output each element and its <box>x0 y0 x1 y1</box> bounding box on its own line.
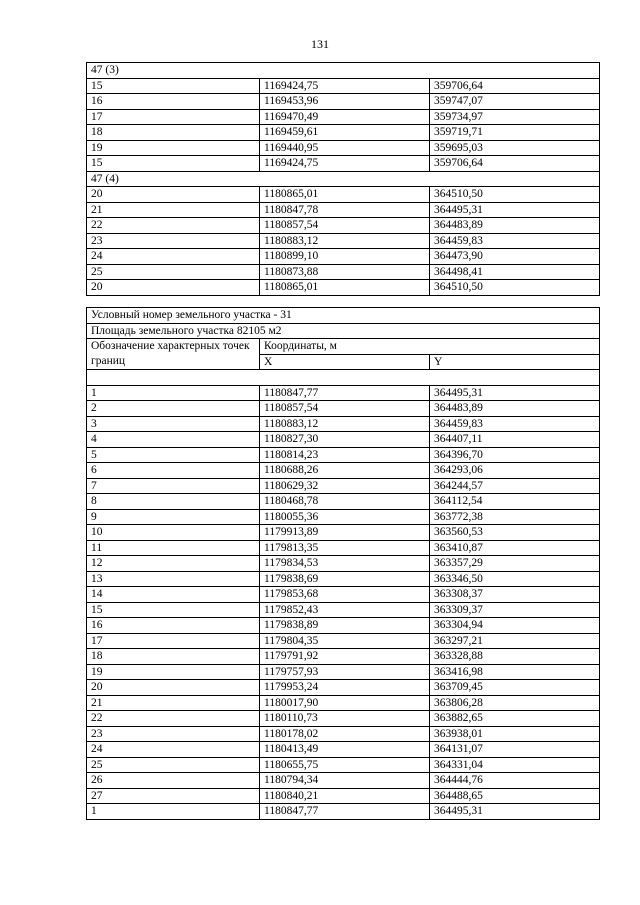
x-header: X <box>260 354 430 370</box>
table-row <box>87 726 600 742</box>
points-header: Обозначение характерных точек границ <box>87 339 260 370</box>
point-number-cell: 1 <box>87 385 260 401</box>
empty-cell <box>87 370 600 386</box>
group-title: 47 (4) <box>87 171 600 187</box>
x-coordinate-cell: 1169424,75 <box>260 156 430 172</box>
point-number-cell: 16 <box>87 618 260 634</box>
point-number-cell: 18 <box>87 649 260 665</box>
y-coordinate-cell: 364510,50 <box>430 280 600 296</box>
point-number-cell: 15 <box>87 78 260 94</box>
table-row <box>87 757 600 773</box>
y-coordinate-cell: 364510,50 <box>430 187 600 203</box>
table-row <box>87 447 600 463</box>
table-row <box>87 385 600 401</box>
group-title: 47 (3) <box>87 63 600 79</box>
x-coordinate-cell: 1180688,26 <box>260 463 430 479</box>
table-row <box>87 94 600 110</box>
x-coordinate-cell: 1180865,01 <box>260 187 430 203</box>
point-number-cell: 20 <box>87 187 260 203</box>
y-coordinate-cell: 363560,53 <box>430 525 600 541</box>
point-number-cell: 20 <box>87 680 260 696</box>
y-coordinate-cell: 363882,65 <box>430 711 600 727</box>
point-number-cell: 17 <box>87 633 260 649</box>
y-coordinate-cell: 363410,87 <box>430 540 600 556</box>
y-coordinate-cell: 364495,31 <box>430 385 600 401</box>
table-row <box>87 773 600 789</box>
point-number-cell: 27 <box>87 788 260 804</box>
y-coordinate-cell: 364459,83 <box>430 233 600 249</box>
table-row <box>87 711 600 727</box>
x-coordinate-cell: 1180468,78 <box>260 494 430 510</box>
y-coordinate-cell: 359706,64 <box>430 156 600 172</box>
point-number-cell: 8 <box>87 494 260 510</box>
table-row <box>87 664 600 680</box>
y-coordinate-cell: 364444,76 <box>430 773 600 789</box>
table-row <box>87 618 600 634</box>
y-coordinate-cell: 359747,07 <box>430 94 600 110</box>
y-coordinate-cell: 364407,11 <box>430 432 600 448</box>
x-coordinate-cell: 1180873,88 <box>260 264 430 280</box>
x-coordinate-cell: 1179953,24 <box>260 680 430 696</box>
x-coordinate-cell: 1180794,34 <box>260 773 430 789</box>
table-row <box>87 494 600 510</box>
y-coordinate-cell: 364483,89 <box>430 218 600 234</box>
x-coordinate-cell: 1169424,75 <box>260 78 430 94</box>
table-row <box>87 233 600 249</box>
x-coordinate-cell: 1179838,89 <box>260 618 430 634</box>
point-number-cell: 22 <box>87 711 260 727</box>
point-number-cell: 7 <box>87 478 260 494</box>
x-coordinate-cell: 1179834,53 <box>260 556 430 572</box>
y-header: Y <box>430 354 600 370</box>
table-row <box>87 401 600 417</box>
y-coordinate-cell: 363709,45 <box>430 680 600 696</box>
x-coordinate-cell: 1180847,78 <box>260 202 430 218</box>
point-number-cell: 15 <box>87 156 260 172</box>
y-coordinate-cell: 363346,50 <box>430 571 600 587</box>
table-row <box>87 416 600 432</box>
x-coordinate-cell: 1180110,73 <box>260 711 430 727</box>
point-number-cell: 23 <box>87 233 260 249</box>
y-coordinate-cell: 364488,65 <box>430 788 600 804</box>
table-row <box>87 680 600 696</box>
point-number-cell: 1 <box>87 804 260 820</box>
coordinates-table-47 <box>86 62 600 296</box>
table-row <box>87 587 600 603</box>
x-coordinate-cell: 1180655,75 <box>260 757 430 773</box>
point-number-cell: 25 <box>87 757 260 773</box>
table-row <box>87 187 600 203</box>
point-number-cell: 17 <box>87 109 260 125</box>
point-number-cell: 6 <box>87 463 260 479</box>
page-number: 131 <box>311 37 329 51</box>
x-coordinate-cell: 1180827,30 <box>260 432 430 448</box>
x-coordinate-cell: 1180883,12 <box>260 233 430 249</box>
table-row <box>87 556 600 572</box>
table-row <box>87 649 600 665</box>
y-coordinate-cell: 364473,90 <box>430 249 600 265</box>
x-coordinate-cell: 1180017,90 <box>260 695 430 711</box>
table-row <box>87 125 600 141</box>
point-number-cell: 12 <box>87 556 260 572</box>
y-coordinate-cell: 363938,01 <box>430 726 600 742</box>
y-coordinate-cell: 364459,83 <box>430 416 600 432</box>
y-coordinate-cell: 363309,37 <box>430 602 600 618</box>
table-row <box>87 280 600 296</box>
table-row <box>87 602 600 618</box>
header-row <box>87 339 600 355</box>
parcel-number: Условный номер земельного участка - 31 <box>87 308 600 324</box>
y-coordinate-cell: 364495,31 <box>430 804 600 820</box>
x-coordinate-cell: 1179791,92 <box>260 649 430 665</box>
x-coordinate-cell: 1180840,21 <box>260 788 430 804</box>
point-number-cell: 10 <box>87 525 260 541</box>
table-row <box>87 633 600 649</box>
x-coordinate-cell: 1180857,54 <box>260 218 430 234</box>
table-row <box>87 540 600 556</box>
y-coordinate-cell: 364483,89 <box>430 401 600 417</box>
y-coordinate-cell: 364112,54 <box>430 494 600 510</box>
point-number-cell: 4 <box>87 432 260 448</box>
y-coordinate-cell: 363304,94 <box>430 618 600 634</box>
x-coordinate-cell: 1180865,01 <box>260 280 430 296</box>
table-row <box>87 249 600 265</box>
group-title-row <box>87 63 600 79</box>
table-row <box>87 218 600 234</box>
x-coordinate-cell: 1179804,35 <box>260 633 430 649</box>
x-coordinate-cell: 1180857,54 <box>260 401 430 417</box>
point-number-cell: 23 <box>87 726 260 742</box>
point-number-cell: 15 <box>87 602 260 618</box>
x-coordinate-cell: 1180899,10 <box>260 249 430 265</box>
x-coordinate-cell: 1180413,49 <box>260 742 430 758</box>
parcel-area: Площадь земельного участка 82105 м2 <box>87 323 600 339</box>
point-number-cell: 21 <box>87 695 260 711</box>
x-coordinate-cell: 1180178,02 <box>260 726 430 742</box>
point-number-cell: 21 <box>87 202 260 218</box>
table-row <box>87 140 600 156</box>
x-coordinate-cell: 1169453,96 <box>260 94 430 110</box>
point-number-cell: 26 <box>87 773 260 789</box>
y-coordinate-cell: 363308,37 <box>430 587 600 603</box>
x-coordinate-cell: 1180883,12 <box>260 416 430 432</box>
y-coordinate-cell: 364331,04 <box>430 757 600 773</box>
point-number-cell: 24 <box>87 249 260 265</box>
empty-row <box>87 370 600 386</box>
point-number-cell: 24 <box>87 742 260 758</box>
x-coordinate-cell: 1180847,77 <box>260 804 430 820</box>
x-coordinate-cell: 1179838,69 <box>260 571 430 587</box>
y-coordinate-cell: 359695,03 <box>430 140 600 156</box>
table-row <box>87 202 600 218</box>
y-coordinate-cell: 364498,41 <box>430 264 600 280</box>
table-row <box>87 78 600 94</box>
x-coordinate-cell: 1179852,43 <box>260 602 430 618</box>
table-row <box>87 109 600 125</box>
table-row <box>87 525 600 541</box>
x-coordinate-cell: 1180814,23 <box>260 447 430 463</box>
y-coordinate-cell: 364244,57 <box>430 478 600 494</box>
point-number-cell: 20 <box>87 280 260 296</box>
x-coordinate-cell: 1180847,77 <box>260 385 430 401</box>
x-coordinate-cell: 1180629,32 <box>260 478 430 494</box>
table-row <box>87 478 600 494</box>
table-row <box>87 804 600 820</box>
y-coordinate-cell: 363357,29 <box>430 556 600 572</box>
y-coordinate-cell: 364396,70 <box>430 447 600 463</box>
point-number-cell: 19 <box>87 140 260 156</box>
point-number-cell: 16 <box>87 94 260 110</box>
point-number-cell: 18 <box>87 125 260 141</box>
table-row <box>87 695 600 711</box>
y-coordinate-cell: 363297,21 <box>430 633 600 649</box>
y-coordinate-cell: 359719,71 <box>430 125 600 141</box>
table-row <box>87 432 600 448</box>
x-coordinate-cell: 1180055,36 <box>260 509 430 525</box>
point-number-cell: 5 <box>87 447 260 463</box>
y-coordinate-cell: 364131,07 <box>430 742 600 758</box>
y-coordinate-cell: 364293,06 <box>430 463 600 479</box>
parcel-area-row <box>87 323 600 339</box>
y-coordinate-cell: 363328,88 <box>430 649 600 665</box>
point-number-cell: 9 <box>87 509 260 525</box>
y-coordinate-cell: 363772,38 <box>430 509 600 525</box>
parcel-number-row <box>87 308 600 324</box>
y-coordinate-cell: 359734,97 <box>430 109 600 125</box>
x-coordinate-cell: 1179757,93 <box>260 664 430 680</box>
x-coordinate-cell: 1179813,35 <box>260 540 430 556</box>
coords-header: Координаты, м <box>260 339 600 355</box>
point-number-cell: 19 <box>87 664 260 680</box>
y-coordinate-cell: 363416,98 <box>430 664 600 680</box>
x-coordinate-cell: 1169470,49 <box>260 109 430 125</box>
table-row <box>87 509 600 525</box>
point-number-cell: 13 <box>87 571 260 587</box>
y-coordinate-cell: 364495,31 <box>430 202 600 218</box>
table-row <box>87 264 600 280</box>
y-coordinate-cell: 359706,64 <box>430 78 600 94</box>
x-coordinate-cell: 1169440,95 <box>260 140 430 156</box>
point-number-cell: 2 <box>87 401 260 417</box>
table-row <box>87 463 600 479</box>
x-coordinate-cell: 1179853,68 <box>260 587 430 603</box>
group-title-row <box>87 171 600 187</box>
y-coordinate-cell: 363806,28 <box>430 695 600 711</box>
table-row <box>87 156 600 172</box>
point-number-cell: 25 <box>87 264 260 280</box>
point-number-cell: 14 <box>87 587 260 603</box>
table-row <box>87 742 600 758</box>
table-row <box>87 788 600 804</box>
x-coordinate-cell: 1169459,61 <box>260 125 430 141</box>
x-coordinate-cell: 1179913,89 <box>260 525 430 541</box>
point-number-cell: 11 <box>87 540 260 556</box>
point-number-cell: 3 <box>87 416 260 432</box>
table-row <box>87 571 600 587</box>
coordinates-table-parcel-31 <box>86 307 600 820</box>
point-number-cell: 22 <box>87 218 260 234</box>
